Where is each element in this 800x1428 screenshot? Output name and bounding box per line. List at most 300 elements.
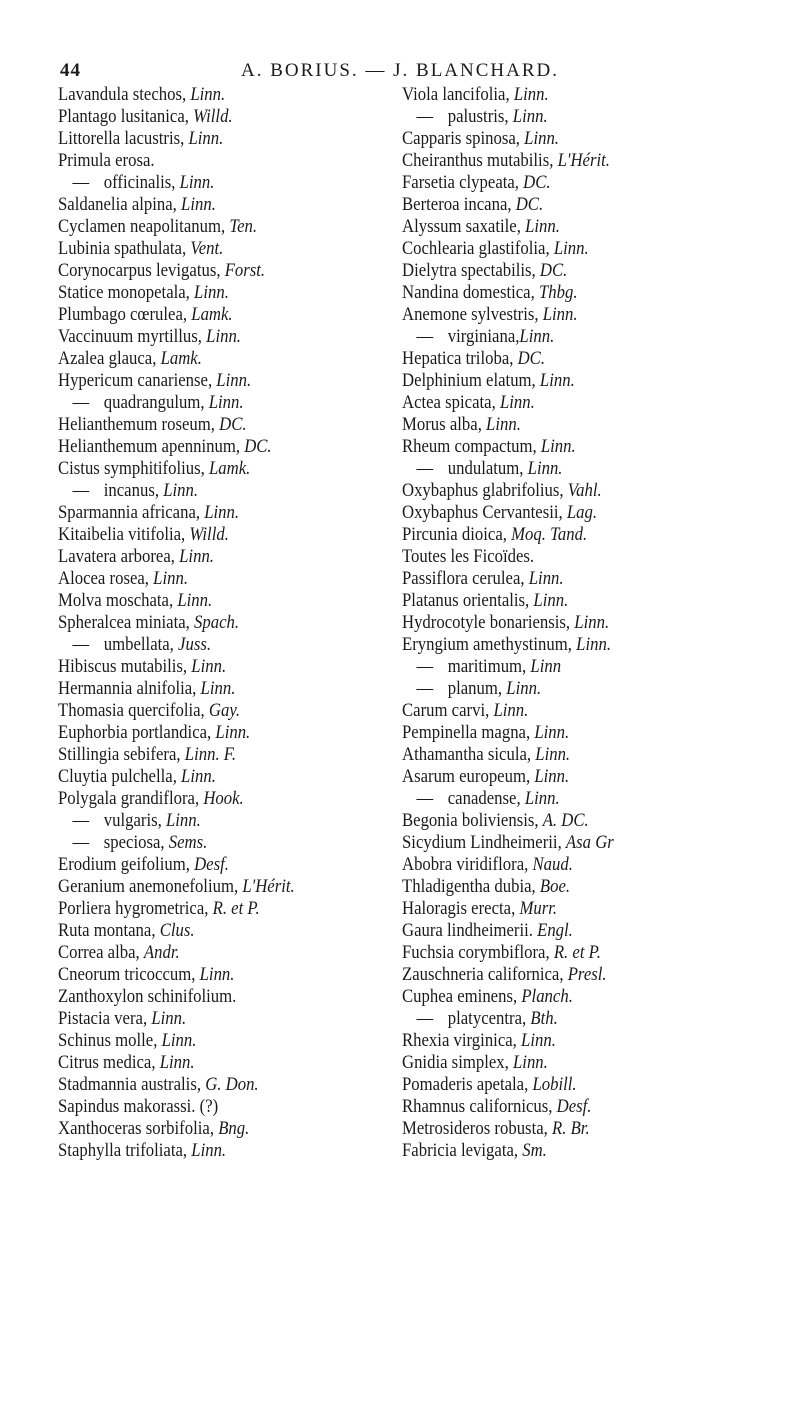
species-entry (402, 502, 701, 524)
species-name: Asarum europeum, (402, 766, 535, 787)
author-abbrev: R. et P. (212, 898, 260, 919)
species-entry (58, 700, 350, 722)
author-abbrev: Lamk. (191, 304, 233, 325)
author-abbrev: Moq. Tand. (511, 524, 588, 545)
species-entry (58, 810, 350, 832)
ditto-dash: — (72, 392, 90, 413)
author-abbrev: G. Don. (205, 1074, 259, 1095)
species-entry (58, 546, 350, 568)
species-entry (58, 832, 350, 854)
species-entry (402, 1052, 701, 1074)
author-abbrev: DC. (539, 260, 568, 281)
author-abbrev: Lag. (566, 502, 598, 523)
author-abbrev: Andr. (143, 942, 180, 963)
author-abbrev: Vahl. (567, 480, 602, 501)
species-entry (402, 964, 701, 986)
species-name: Anemone sylvestris, (402, 304, 543, 325)
species-entry (58, 964, 350, 986)
species-name: speciosa, (103, 832, 169, 853)
species-name: Helianthemum apenninum, (58, 436, 245, 457)
species-entry (58, 106, 350, 128)
author-abbrev: Lobill. (532, 1074, 577, 1095)
species-name: platycentra, (447, 1008, 531, 1029)
species-entry (402, 216, 701, 238)
author-abbrev: Sm. (522, 1140, 547, 1161)
author-abbrev: Bng. (218, 1118, 250, 1139)
running-head: A. BORIUS. — J. BLANCHARD. (240, 60, 560, 81)
species-name: Spheralcea miniata, (58, 612, 195, 633)
author-abbrev: L'Hérit. (557, 150, 610, 171)
author-abbrev: Hook. (203, 788, 244, 809)
species-entry (58, 1118, 350, 1140)
species-name: Geranium anemonefolium, (58, 876, 243, 897)
species-name: Plumbago cœrulea, (58, 304, 192, 325)
species-name: umbellata, (103, 634, 179, 655)
species-entry (58, 392, 350, 414)
author-abbrev: Linn. (553, 238, 589, 259)
species-entry (402, 568, 701, 590)
species-name: Thladigentha dubia, (402, 876, 540, 897)
species-name: Hepatica triloba, (402, 348, 518, 369)
species-name: Cheiranthus mutabilis, (402, 150, 558, 171)
species-entry (402, 128, 701, 150)
ditto-dash: — (72, 480, 90, 501)
species-entry (402, 744, 701, 766)
species-name: Cyclamen neapolitanum, (58, 216, 230, 237)
species-entry (402, 524, 701, 546)
author-abbrev: Linn. (188, 128, 224, 149)
right-column (402, 84, 742, 1162)
species-entry (58, 1030, 350, 1052)
author-abbrev: R. et P. (553, 942, 601, 963)
species-entry (402, 546, 701, 568)
species-entry (58, 326, 350, 348)
author-abbrev: Thbg. (538, 282, 578, 303)
author-abbrev: Linn. (177, 590, 213, 611)
species-name: quadrangulum, (103, 392, 209, 413)
author-abbrev: Linn. (215, 722, 251, 743)
author-abbrev: Desf. (556, 1096, 592, 1117)
species-name: Corynocarpus levigatus, (58, 260, 225, 281)
species-name: Begonia boliviensis, (402, 810, 543, 831)
species-name: Citrus medica, (58, 1052, 160, 1073)
author-abbrev: Naud. (532, 854, 573, 875)
species-entry (402, 282, 701, 304)
author-abbrev: Linn. (194, 282, 229, 303)
species-entry (58, 744, 350, 766)
species-name: Polygala grandiflora, (58, 788, 204, 809)
species-name: Cuphea eminens, (402, 986, 522, 1007)
author-abbrev: Linn. (191, 1140, 227, 1161)
species-entry (402, 348, 701, 370)
species-name: Nandina domestica, (402, 282, 539, 303)
author-abbrev: Linn. (527, 458, 563, 479)
species-entry (402, 260, 701, 282)
species-entry (58, 414, 350, 436)
page-number: 44 (60, 60, 81, 81)
author-abbrev: Linn. (163, 480, 199, 501)
species-entry (58, 1140, 350, 1162)
species-entry (58, 172, 350, 194)
species-name: Fuchsia corymbiflora, (402, 942, 554, 963)
species-name: Toutes les Ficoïdes. (402, 546, 535, 567)
author-abbrev: Lamk. (160, 348, 202, 369)
species-name: Hydrocotyle bonariensis, (402, 612, 575, 633)
species-entry (58, 348, 350, 370)
species-name: Lubinia spathulata, (58, 238, 191, 259)
species-name: Sapindus makorassi. (?) (58, 1096, 219, 1117)
species-entry (402, 238, 701, 260)
species-name: Berteroa incana, (402, 194, 516, 215)
author-abbrev: Linn. (513, 1052, 548, 1073)
author-abbrev: R. Br. (551, 1118, 590, 1139)
species-name: undulatum, (447, 458, 528, 479)
species-entry (58, 590, 350, 612)
species-entry (58, 480, 350, 502)
author-abbrev: Linn. (161, 1030, 197, 1051)
author-abbrev: DC. (219, 414, 247, 435)
species-entry (402, 832, 701, 854)
species-name: Fabricia levigata, (402, 1140, 523, 1161)
species-entry (58, 766, 350, 788)
ditto-dash: — (416, 656, 434, 677)
species-name: Azalea glauca, (58, 348, 161, 369)
species-name: Helianthemum roseum, (58, 414, 220, 435)
species-entry (58, 150, 350, 172)
author-abbrev: Linn. (165, 810, 201, 831)
species-entry (58, 216, 350, 238)
species-name: officinalis, (103, 172, 180, 193)
author-abbrev: Linn. (528, 568, 564, 589)
author-abbrev: Willd. (189, 524, 229, 545)
species-entry (58, 1052, 350, 1074)
species-entry (58, 260, 350, 282)
author-abbrev: Linn. (525, 216, 560, 237)
author-abbrev: Linn. (153, 568, 189, 589)
species-name: Stillingia sebifera, (58, 744, 185, 765)
species-name: Staphylla trifoliata, (58, 1140, 192, 1161)
species-name: Oxybaphus Cervantesii, (402, 502, 567, 523)
species-name: Farsetia clypeata, (402, 172, 524, 193)
author-abbrev: Linn. F. (184, 744, 237, 765)
species-name: Cluytia pulchella, (58, 766, 182, 787)
species-name: Hibiscus mutabilis, (58, 656, 192, 677)
species-name: Rhexia virginica, (402, 1030, 522, 1051)
species-entry (402, 1030, 701, 1052)
author-abbrev: Linn. (181, 194, 216, 215)
species-entry (402, 722, 701, 744)
ditto-dash: — (416, 788, 434, 809)
species-entry (402, 986, 701, 1008)
species-entry (402, 304, 701, 326)
ditto-dash: — (416, 326, 434, 347)
species-entry (402, 854, 701, 876)
species-entry (58, 612, 350, 634)
species-entry (58, 502, 350, 524)
species-entry (58, 524, 350, 546)
author-abbrev: Engl. (537, 920, 573, 941)
species-entry (58, 436, 350, 458)
species-entry (58, 568, 350, 590)
species-name: Gaura lindheimerii. (402, 920, 538, 941)
species-entry (402, 876, 701, 898)
species-name: maritimum, (447, 656, 531, 677)
species-name: virginiana, (447, 326, 520, 347)
species-entry (402, 656, 701, 678)
species-entry (402, 634, 701, 656)
species-name: Plantago lusitanica, (58, 106, 194, 127)
species-name: Schinus molle, (58, 1030, 162, 1051)
species-entry (402, 392, 701, 414)
author-abbrev: Forst. (224, 260, 266, 281)
species-name: Rheum compactum, (402, 436, 541, 457)
species-entry (58, 876, 350, 898)
left-column (58, 84, 390, 1162)
species-entry (402, 766, 701, 788)
author-abbrev: Linn. (181, 766, 216, 787)
species-name: Oxybaphus glabrifolius, (402, 480, 568, 501)
author-abbrev: Spach. (194, 612, 240, 633)
species-name: Euphorbia portlandica, (58, 722, 216, 743)
author-abbrev: Linn. (204, 502, 240, 523)
ditto-dash: — (416, 458, 434, 479)
author-abbrev: Presl. (567, 964, 607, 985)
author-abbrev: Planch. (521, 986, 573, 1007)
species-name: Sicydium Lindheimerii, (402, 832, 566, 853)
ditto-dash: — (72, 810, 90, 831)
species-entry (402, 106, 701, 128)
author-abbrev: Linn (530, 656, 562, 677)
species-entry (402, 1074, 701, 1096)
author-abbrev: Clus. (159, 920, 195, 941)
species-name: Alocea rosea, (58, 568, 154, 589)
species-name: Zauschneria californica, (402, 964, 568, 985)
species-entry (402, 414, 701, 436)
author-abbrev: Linn. (534, 766, 570, 787)
author-abbrev: Linn. (534, 722, 570, 743)
species-entry (402, 1096, 701, 1118)
species-name: canadense, (447, 788, 525, 809)
author-abbrev: Linn. (535, 744, 571, 765)
species-entry (402, 898, 701, 920)
species-name: Statice monopetala, (58, 282, 195, 303)
species-name: Carum carvi, (402, 700, 494, 721)
species-entry (58, 194, 350, 216)
author-abbrev: Linn. (576, 634, 612, 655)
species-name: Kitaibelia vitifolia, (58, 524, 190, 545)
species-name: Delphinium elatum, (402, 370, 540, 391)
species-entry (402, 194, 701, 216)
author-abbrev: Linn. (179, 546, 214, 567)
species-entry (58, 282, 350, 304)
author-abbrev: Linn. (524, 128, 559, 149)
author-abbrev: Linn. (533, 590, 569, 611)
species-entry (402, 1008, 701, 1030)
species-entry (58, 1074, 350, 1096)
species-entry (58, 986, 350, 1008)
species-name: Lavandula stechos, (58, 84, 191, 105)
species-name: Haloragis erecta, (402, 898, 520, 919)
species-entry (58, 304, 350, 326)
author-abbrev: Linn. (574, 612, 610, 633)
ditto-dash: — (72, 172, 90, 193)
species-name: Pircunia dioica, (402, 524, 512, 545)
species-name: Actea spicata, (402, 392, 500, 413)
species-entry (402, 1118, 701, 1140)
author-abbrev: Juss. (178, 634, 212, 655)
species-name: Primula erosa. (58, 150, 155, 171)
ditto-dash: — (416, 1008, 434, 1029)
species-name: Passiflora cerulea, (402, 568, 529, 589)
author-abbrev: DC. (523, 172, 551, 193)
author-abbrev: Linn. (216, 370, 252, 391)
species-name: Pempinella magna, (402, 722, 535, 743)
species-entry (402, 1140, 701, 1162)
species-entry (58, 854, 350, 876)
species-entry (402, 172, 701, 194)
author-abbrev: Linn. (499, 392, 535, 413)
species-name: Dielytra spectabilis, (402, 260, 540, 281)
author-abbrev: Linn. (513, 84, 549, 105)
species-entry (58, 656, 350, 678)
species-name: Xanthoceras sorbifolia, (58, 1118, 219, 1139)
author-abbrev: Linn. (179, 172, 215, 193)
author-abbrev: Linn. (199, 964, 235, 985)
species-entry (402, 84, 701, 106)
species-name: Gnidia simplex, (402, 1052, 514, 1073)
species-name: Thomasia quercifolia, (58, 700, 209, 721)
author-abbrev: Linn. (524, 788, 560, 809)
author-abbrev: DC. (517, 348, 546, 369)
species-entry (402, 810, 701, 832)
species-name: Cneorum tricoccum, (58, 964, 200, 985)
species-name: Capparis spinosa, (402, 128, 525, 149)
species-name: Cistus symphitifolius, (58, 458, 209, 479)
species-entry (58, 1096, 350, 1118)
species-entry (402, 436, 701, 458)
author-abbrev: Linn. (159, 1052, 195, 1073)
author-abbrev: DC. (515, 194, 544, 215)
species-entry (58, 370, 350, 392)
species-name: Littorella lacustris, (58, 128, 189, 149)
species-entry (58, 920, 350, 942)
species-entry (402, 458, 701, 480)
species-name: Viola lancifolia, (402, 84, 514, 105)
species-name: Lavatera arborea, (58, 546, 180, 567)
ditto-dash: — (72, 832, 90, 853)
author-abbrev: DC. (244, 436, 272, 457)
species-name: Cochlearia glastifolia, (402, 238, 554, 259)
ditto-dash: — (416, 678, 434, 699)
species-name: palustris, (447, 106, 513, 127)
author-abbrev: Bth. (530, 1008, 558, 1029)
author-abbrev: Murr. (519, 898, 558, 919)
species-name: Pomaderis apetala, (402, 1074, 533, 1095)
ditto-dash: — (416, 106, 434, 127)
species-name: Eryngium amethystinum, (402, 634, 577, 655)
species-name: Platanus orientalis, (402, 590, 534, 611)
species-entry (402, 678, 701, 700)
author-abbrev: Linn. (539, 370, 575, 391)
species-entry (402, 700, 701, 722)
species-entry (402, 920, 701, 942)
species-entry (402, 150, 701, 172)
author-abbrev: Boe. (539, 876, 571, 897)
author-abbrev: Linn. (540, 436, 576, 457)
author-abbrev: Lamk. (208, 458, 251, 479)
species-name: Morus alba, (402, 414, 487, 435)
author-abbrev: Linn. (542, 304, 578, 325)
author-abbrev: Desf. (194, 854, 229, 875)
species-name: Molva moschata, (58, 590, 178, 611)
species-name: Rhamnus californicus, (402, 1096, 557, 1117)
species-entry (58, 788, 350, 810)
species-entry (58, 634, 350, 656)
species-name: Saldanelia alpina, (58, 194, 182, 215)
species-entry (402, 942, 701, 964)
author-abbrev: Linn. (512, 106, 548, 127)
author-abbrev: Gay. (208, 700, 241, 721)
author-abbrev: Linn. (191, 656, 227, 677)
species-name: planum, (447, 678, 507, 699)
species-name: Correa alba, (58, 942, 144, 963)
author-abbrev: Linn. (486, 414, 521, 435)
species-entry (402, 788, 701, 810)
author-abbrev: Linn. (519, 326, 555, 347)
author-abbrev: Linn. (151, 1008, 187, 1029)
species-name: Alyssum saxatile, (402, 216, 526, 237)
species-entry (58, 238, 350, 260)
species-name: Stadmannia australis, (58, 1074, 206, 1095)
species-name: Abobra viridiflora, (402, 854, 533, 875)
species-entry (402, 480, 701, 502)
species-entry (402, 590, 701, 612)
ditto-dash: — (72, 634, 90, 655)
species-name: Metrosideros robusta, (402, 1118, 552, 1139)
species-name: Ruta montana, (58, 920, 160, 941)
species-name: Pistacia vera, (58, 1008, 152, 1029)
species-entry (58, 1008, 350, 1030)
species-entry (58, 678, 350, 700)
species-name: Athamantha sicula, (402, 744, 536, 765)
author-abbrev: Linn. (200, 678, 236, 699)
species-name: incanus, (103, 480, 164, 501)
author-abbrev: Linn. (208, 392, 244, 413)
species-name: vulgaris, (103, 810, 166, 831)
species-entry (58, 128, 350, 150)
species-name: Zanthoxylon schinifolium. (58, 986, 237, 1007)
species-entry (402, 612, 701, 634)
author-abbrev: Linn. (206, 326, 241, 347)
species-name: Erodium geifolium, (58, 854, 195, 875)
author-abbrev: Willd. (193, 106, 233, 127)
author-abbrev: Linn. (190, 84, 226, 105)
species-name: Sparmannia africana, (58, 502, 205, 523)
author-abbrev: Linn. (493, 700, 529, 721)
species-entry (402, 370, 701, 392)
species-name: Porliera hygrometrica, (58, 898, 213, 919)
author-abbrev: Linn. (521, 1030, 556, 1051)
species-entry (58, 898, 350, 920)
author-abbrev: Asa Gr (565, 832, 614, 853)
species-name: Hypericum canariense, (58, 370, 217, 391)
species-entry (58, 458, 350, 480)
author-abbrev: Ten. (229, 216, 258, 237)
species-entry (58, 722, 350, 744)
author-abbrev: A. DC. (542, 810, 589, 831)
author-abbrev: Vent. (190, 238, 224, 259)
species-name: Hermannia alnifolia, (58, 678, 201, 699)
